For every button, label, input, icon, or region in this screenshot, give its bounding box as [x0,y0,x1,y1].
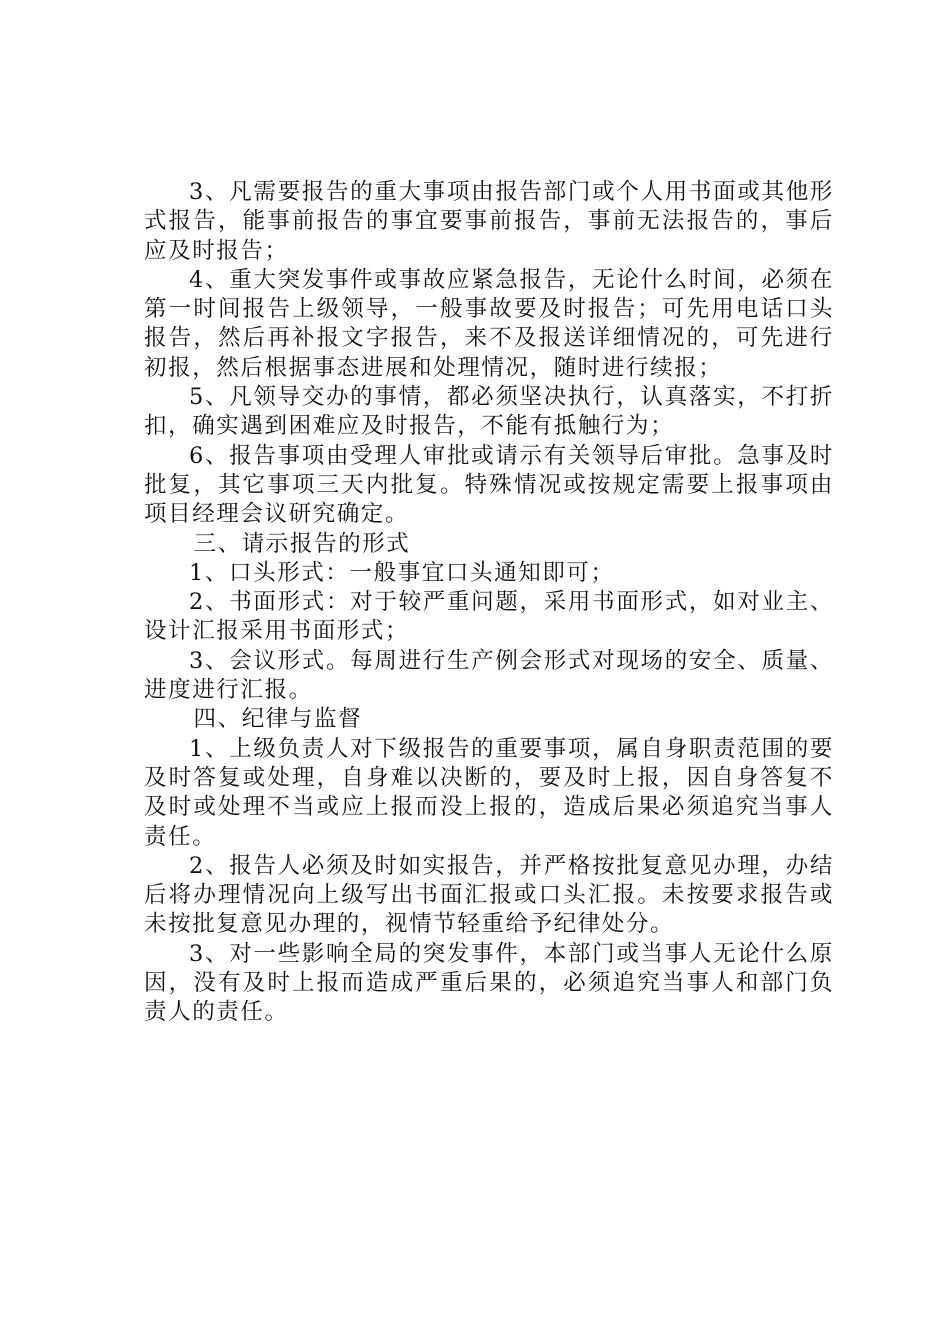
paragraph-meeting-form: 3、会议形式。每周进行生产例会形式对现场的安全、质量、进度进行汇报。 [144,647,834,704]
paragraph-item-6-approval: 6、报告事项由受理人审批或请示有关领导后审批。急事及时批复，其它事项三天内批复。特殊情况或按规定需要上报事项由项目经理会议研究确定。 [144,442,834,528]
paragraph-written-form: 2、书面形式：对于较严重问题，采用书面形式，如对业主、设计汇报采用书面形式； [144,589,834,645]
paragraph-item-5-assigned-tasks: 5、凡领导交办的事情，都必须坚决执行，认真落实，不打折扣，确实遇到困难应及时报告，不能有抵触行为； [144,384,834,440]
document-body [144,178,834,1028]
paragraph-item-4-emergency-report: 4、重大突发事件或事故应紧急报告，无论什么时间，必须在第一时间报告上级领导，一般事故要及时报告；可先用电话口头报告，然后再补报文字报告，来不及报送详细情况的，可先进行初报，然后根据事态进展和处理情况，随时进行续报； [144,266,834,381]
paragraph-item-3-written-report: 3、凡需要报告的重大事项由报告部门或个人用书面或其他形式报告，能事前报告的事宜要事前报告，事前无法报告的，事后应及时报告； [144,179,834,264]
paragraph-superior-responsibility: 1、上级负责人对下级报告的重要事项，属自身职责范围的要及时答复或处理，自身难以决断的，要及时上报，因自身答复不及时或处理不当或应上报而没上报的，造成后果必须追究当事人责任。 [144,735,834,850]
section-heading-report-forms: 三、请示报告的形式 [193,530,411,557]
paragraph-reporter-responsibility: 2、报告人必须及时如实报告，并严格按批复意见办理，办结后将办理情况向上级写出书面汇报或口头汇报。未按要求报告或未按批复意见办理的，视情节轻重给予纪律处分。 [144,852,834,938]
paragraph-oral-form: 1、口头形式：一般事宜口头通知即可； [189,559,615,586]
paragraph-emergency-accountability: 3、对一些影响全局的突发事件，本部门或当事人无论什么原因，没有及时上报而造成严重后果的，必须追究当事人和部门负责人的责任。 [144,940,834,1026]
section-heading-discipline: 四、纪律与监督 [193,706,363,733]
